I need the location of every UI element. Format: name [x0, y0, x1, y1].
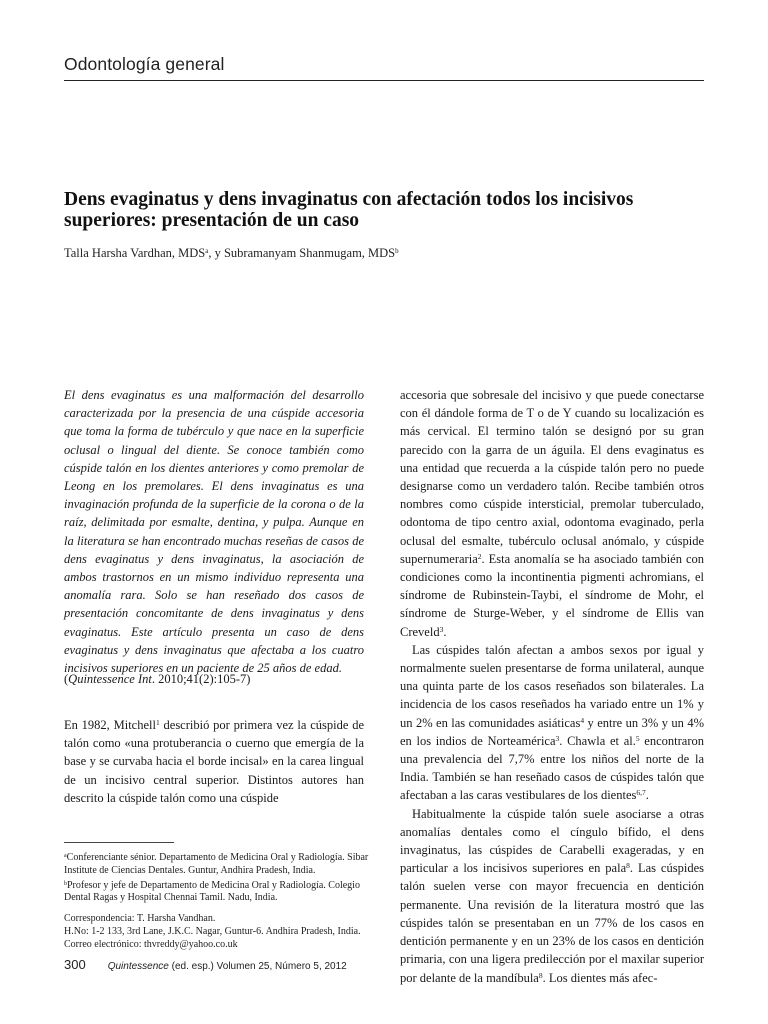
correspondence-address: H.No: 1-2 133, 3rd Lane, J.K.C. Nagar, Guntur-6. Andhira Pradesh, India. — [64, 925, 361, 937]
reference-mark: 4 — [580, 715, 585, 725]
reference-mark: 3 — [555, 733, 560, 743]
reference-mark: 6,7 — [636, 788, 646, 798]
p2-text-c: . Chawla et al. — [559, 733, 636, 748]
p2-text-d: encontraron una prevalencia del 7,7% entre los niños del norte de la India. También se han reseñado casos de cúspides talón que afectaban a las caras vestibulares de los dientes — [400, 733, 704, 803]
reference-mark: 1 — [155, 718, 160, 727]
p2-text-a: Las cúspides talón afectan a ambos sexos por igual y normalmente suelen presentarse de forma unilateral, aunque una quinta parte de los casos reseñados son bilaterales. La incidencia de los casos reseñados ha variado entre un 1% y un 2% en las comunidades asiáticas — [400, 642, 704, 730]
p2-text-e: . — [645, 788, 649, 803]
footer-issue: (ed. esp.) Volumen 25, Número 5, 2012 — [168, 961, 347, 972]
p3-text-b: . Las cúspides talón suelen verse con mayor frecuencia en dentición permanente. Una revisión de la literatura mostró que las cúspides talón se presentaban en un 77% de los casos en dentición permanente y en un 23% de los casos en dentición primaria, con una ligera predilección por el maxilar superior por delante de la mandíbula — [400, 861, 704, 985]
page-number: 300 — [64, 957, 86, 972]
p2-text-b: y entre un 3% y un 4% en los indios de Norteamérica — [400, 715, 704, 748]
body-paragraph-3 — [400, 805, 704, 987]
footnote-rule — [64, 842, 174, 843]
affiliation-a-mark: a — [64, 853, 67, 859]
body-paragraph-2 — [400, 641, 704, 805]
affiliation-b-text: Profesor y jefe de Departamento de Medicina Oral y Radiología. Colegio Dental Ragas y Hospital Chennai Tamil. Nadu, India. — [64, 879, 360, 904]
affiliation-a-text: Conferenciante sénior. Departamento de Medicina Oral y Radiología. Sibar Institute de Ciencias Dentales. Guntur, Andhira Pradesh, India. — [64, 852, 369, 876]
p1-text-a: accesoria que sobresale del incisivo y que puede conectarse con él dándole forma de T o de Y cuando su localización es más cervical. El termino talón se designó por su gran parecido con la garra de un águila. El dens evaginatus es una entidad que recuerda a la cúspide talón pero no puede designarse como un verdadero talón. Recibe también otros nombres como cúspide intersticial, premolar tuberculado, odontoma de tipo centro axial, odontoma evaginado, perla oclusal del esmalte, tubérculo oclusal anómalo, y cúspide supernumeraria — [400, 388, 704, 566]
intro-paragraph — [64, 716, 364, 807]
author-2-affiliation-mark: b — [395, 247, 399, 255]
abstract: El dens evaginatus es una malformación del desarrollo caracterizada por la presencia de una cúspide accesoria que toma la forma de tubérculo y que nace en la superficie oclusal o lingual del diente. Se conoce también como cúspide talón en los dientes anteriores y como premolar de Leong en los premolares. El dens invaginatus es una invaginación profunda de la superficie de la corona o de la raíz, delimitada por esmalte, dentina, y pulpa. Aunque en la literatura se han encontrado muchas reseñas de casos de dens evaginatus y dens invaginatus, la asociación de ambos trastornos en un mismo individuo representa una anomalía rara. Solo se han reseñado dos casos de presentación concomitante de dens invaginatus y dens evaginatus. Este artículo presenta un caso de dens evaginatus y dens invaginatus que afectaba a los cuatro incisivos superiores en un paciente de 25 años de edad. — [64, 388, 364, 676]
intro-text-2: describió por primera vez la cúspide de talón como «una protuberancia o cuerno que emergía de la base y se curvaba hacia el borde incisal» en la carea lingual de un incisivo central superior. Distintos autores han descrito la cúspide talón como una cúspide — [64, 718, 364, 805]
reference-mark: 3 — [439, 624, 444, 634]
citation-details: . 2010;41(2):105-7) — [151, 672, 251, 686]
footer-journal: Quintessence — [107, 961, 169, 972]
header-rule — [64, 80, 704, 81]
section-label: Odontología general — [64, 54, 225, 74]
article-title: Dens evaginatus y dens invaginatus con afectación todos los incisivos superiores: presentación de un caso — [64, 189, 634, 231]
body-paragraph-1 — [400, 386, 704, 641]
right-column — [400, 386, 704, 987]
citation-open: ( — [64, 672, 69, 686]
affiliation-b-mark: b — [64, 880, 67, 887]
correspondence-email: Correo electrónico: thvreddy@yahoo.co.uk — [64, 938, 238, 950]
p3-text-c: . Los dientes más afec- — [542, 970, 658, 985]
author-1: Talla Harsha Vardhan, MDS — [64, 246, 206, 260]
p3-text-a: Habitualmente la cúspide talón suele asociarse a otras anomalías dentales como el cíngulo bífido, el dens invaginatus, las cúspides de Carabelli exageradas, y en particular a los incisivos superiores en pala — [400, 806, 704, 876]
footnotes — [64, 850, 374, 952]
page-footer — [64, 957, 347, 972]
author-joiner: , y — [208, 246, 224, 260]
author-1-affiliation-mark: a — [205, 247, 209, 255]
p1-text-c: . — [443, 624, 447, 639]
author-line — [64, 246, 399, 261]
affiliation-a — [64, 850, 374, 878]
intro-text-1: En 1982, Mitchell — [64, 718, 156, 732]
reference-mark: 2 — [477, 551, 482, 561]
p1-text-b: . Esta anomalía se ha asociado también con condiciones como la incontinentia pigmenti achromians, el síndrome de Rubinstein-Taybi, el síndrome de Mohr, el síndrome de Sturge-Weber, y el síndrome de Ellis van Creveld — [400, 551, 704, 639]
running-footer — [108, 961, 347, 972]
correspondence-name: Correspondencia: T. Harsha Vandhan. — [64, 913, 216, 925]
reference-mark: 5 — [635, 733, 640, 743]
author-2: Subramanyam Shanmugam, MDS — [223, 246, 396, 260]
reference-mark: 8 — [538, 970, 543, 980]
reference-mark: 8 — [626, 861, 630, 871]
citation — [64, 670, 364, 688]
affiliation-b — [64, 878, 374, 906]
citation-journal: Quintessence Int — [68, 672, 152, 686]
